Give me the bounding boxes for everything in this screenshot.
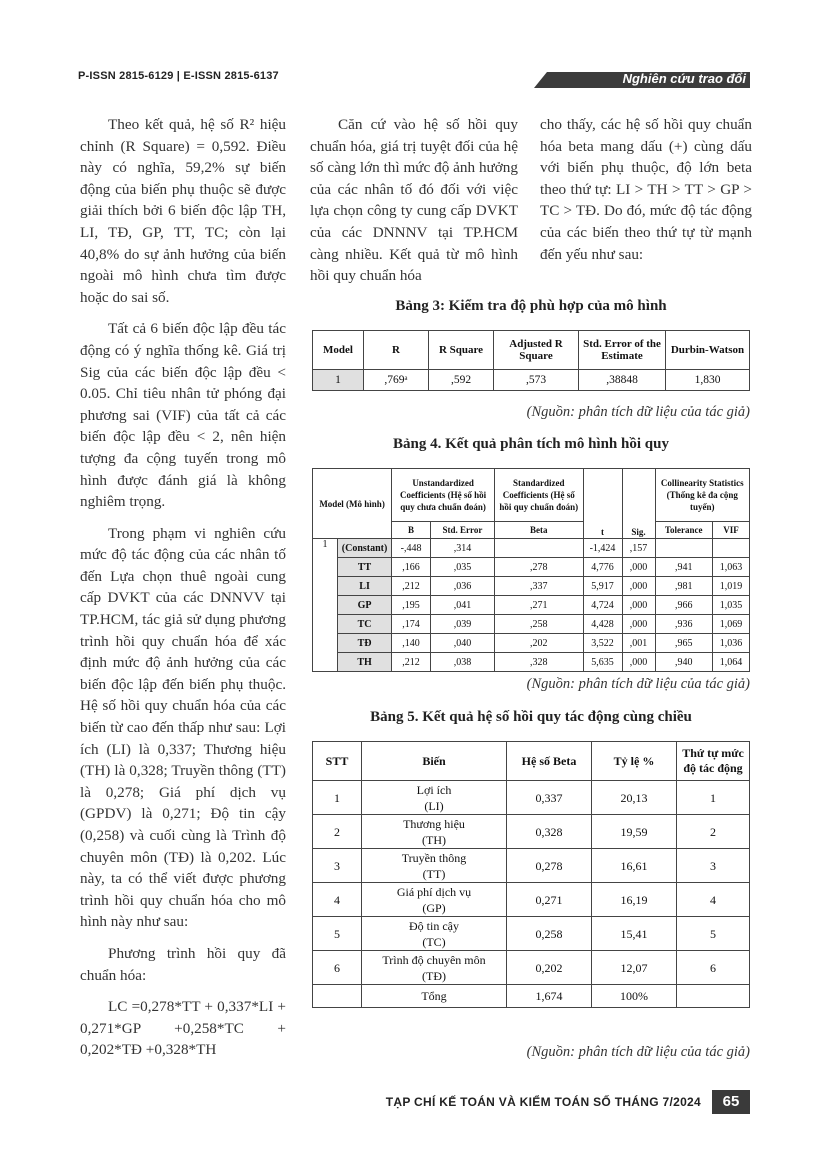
table4-cell: 1,019 [712, 577, 749, 596]
table4-cell: -1,424 [583, 539, 622, 558]
section-banner [534, 68, 750, 90]
table4-cell: ,001 [622, 634, 655, 653]
table5-total-label: Tổng [362, 985, 507, 1008]
table4-cell [495, 539, 584, 558]
table5-cell: 20,13 [592, 781, 677, 815]
table5-variable [362, 883, 507, 917]
table3-header: Model [313, 331, 364, 370]
table3-caption: Bảng 3: Kiểm tra độ phù hợp của mô hình [395, 298, 667, 314]
table4-cell: ,337 [495, 577, 584, 596]
table5-variable [362, 815, 507, 849]
table4-subheader: VIF [712, 522, 749, 539]
column-2 [310, 114, 518, 287]
table5-cell: 16,19 [592, 883, 677, 917]
table4-cell: ,212 [392, 653, 431, 672]
table3-header: R Square [429, 331, 494, 370]
table4-subheader: B [392, 522, 431, 539]
table4-cell: ,038 [430, 653, 494, 672]
variable-name: Truyền thông [401, 850, 467, 865]
table4-cell: ,166 [392, 558, 431, 577]
table3-cell: ,592 [429, 370, 494, 391]
table5-header: Thứ tự mức độ tác động [677, 742, 750, 781]
table5-header: Biến [362, 742, 507, 781]
table4-cell: ,036 [430, 577, 494, 596]
table5-cell: 5 [313, 917, 362, 951]
table4-cell: 1,035 [712, 596, 749, 615]
section-title: Nghiên cứu trao đổi [622, 71, 746, 86]
table4-cell: ,000 [622, 558, 655, 577]
table5-cell [677, 985, 750, 1008]
table4-subheader: Tolerance [655, 522, 712, 539]
table5-cell: 2 [313, 815, 362, 849]
table4-row-label: TT [338, 558, 392, 577]
table5-cell: 3 [313, 849, 362, 883]
paragraph: cho thấy, các hệ số hồi quy chuẩn hóa beta mang dấu (+) cùng dấu với biến phụ thuộc, độ lớn beta theo thứ tự: LI > TH > TT > GP > TC > TĐ. Do đó, mức độ tác động của các biến theo thứ tự từ mạnh đến yếu như sau: [540, 116, 752, 263]
table5-cell: 4 [677, 883, 750, 917]
table5 [312, 741, 750, 1008]
table4-cell: ,000 [622, 615, 655, 634]
table4-model-number: 1 [313, 539, 338, 672]
table3-header: Adjusted R Square [494, 331, 579, 370]
table4-row-label: TC [338, 615, 392, 634]
table4-cell: ,195 [392, 596, 431, 615]
variable-name: Thương hiệu [403, 816, 465, 831]
table5-cell: 3 [677, 849, 750, 883]
table4-header-unstd: Unstandardized Coefficients (Hệ số hồi quy chưa chuẩn đoán) [392, 469, 495, 522]
table4-cell: 4,776 [583, 558, 622, 577]
table4-cell: ,940 [655, 653, 712, 672]
table4-cell: ,258 [495, 615, 584, 634]
table4-cell: ,941 [655, 558, 712, 577]
table4-header-sig: Sig. [622, 469, 655, 539]
table5-total-beta: 1,674 [507, 985, 592, 1008]
table5-variable [362, 849, 507, 883]
table3 [312, 330, 750, 391]
table5-cell: 6 [677, 951, 750, 985]
table3-cell: ,38848 [579, 370, 666, 391]
table4-cell: ,140 [392, 634, 431, 653]
table5-cell [313, 985, 362, 1008]
table4-cell: ,965 [655, 634, 712, 653]
table5-cell: 0,258 [507, 917, 592, 951]
table5-cell: 0,202 [507, 951, 592, 985]
table5-cell: 1 [677, 781, 750, 815]
table4 [312, 468, 750, 672]
table4-cell: ,966 [655, 596, 712, 615]
paragraph: Phương trình hồi quy đã chuẩn hóa: [80, 944, 286, 984]
table4-cell: ,041 [430, 596, 494, 615]
table4-header-model: Model (Mô hình) [313, 469, 392, 539]
table5-variable [362, 951, 507, 985]
table4-cell: ,278 [495, 558, 584, 577]
table4-cell: 4,724 [583, 596, 622, 615]
table4-cell: -,448 [392, 539, 431, 558]
table5-cell: 1 [313, 781, 362, 815]
table3-header: Std. Error of the Estimate [579, 331, 666, 370]
regression-equation: LC =0,278*TT + 0,337*LI + 0,271*GP +0,258*TC + 0,202*TĐ +0,328*TH [80, 998, 286, 1059]
table4-cell: ,271 [495, 596, 584, 615]
table4-cell: 1,069 [712, 615, 749, 634]
table4-header-collinearity: Collinearity Statistics (Thống kê đa cộng tuyến) [655, 469, 750, 522]
table4-cell: 5,917 [583, 577, 622, 596]
table4-source: (Nguồn: phân tích dữ liệu của tác giả) [526, 676, 750, 692]
table4-cell: ,328 [495, 653, 584, 672]
table4-caption: Bảng 4. Kết quả phân tích mô hình hồi quy [393, 436, 669, 452]
table5-cell: 6 [313, 951, 362, 985]
table5-cell: 12,07 [592, 951, 677, 985]
variable-code: (TĐ) [422, 968, 446, 983]
table4-cell: ,202 [495, 634, 584, 653]
table4-header-t: t [583, 469, 622, 539]
table3-cell: ,769ᵃ [364, 370, 429, 391]
table4-cell: ,157 [622, 539, 655, 558]
table4-cell: ,314 [430, 539, 494, 558]
table5-cell: 0,271 [507, 883, 592, 917]
table5-cell: 16,61 [592, 849, 677, 883]
table4-cell: 5,635 [583, 653, 622, 672]
table4-cell: ,936 [655, 615, 712, 634]
variable-name: Lợi ích [416, 782, 452, 797]
paragraph: Trong phạm vi nghiên cứu mức độ tác động của các nhân tố đến Lựa chọn thuê ngoài cung cấp DVKT của các DNNVV tại TP.HCM, tác giả sử dụng phương trình hồi quy chuẩn hóa để xác định mức độ ảnh hưởng của các biến độc lập đến biến phụ thuộc. Hệ số hồi quy chuẩn hóa của các biến từ cao đến thấp như sau: Lợi ích (LI) là 0,337; Thương hiệu (TH) là 0,328; Truyền thông (TT) là 0,278; Giá phí dịch vụ (GPDV) là 0,271; Độ tin cậy (0,258) và cuối cùng là Trình độ chuyên môn (TĐ) là 0,202. Lúc này, ta có thể viết được phương trình hồi quy chuẩn hóa cho mô hình này như sau: [80, 524, 286, 931]
table5-cell: 0,278 [507, 849, 592, 883]
variable-code: (TC) [422, 934, 446, 949]
table4-cell: ,981 [655, 577, 712, 596]
variable-name: Giá phí dịch vụ [396, 884, 472, 899]
table4-row-label: TH [338, 653, 392, 672]
table5-cell: 0,328 [507, 815, 592, 849]
table4-cell: 1,063 [712, 558, 749, 577]
table4-header-std: Standardized Coefficients (Hệ số hồi quy chuẩn đoán) [495, 469, 584, 522]
table4-cell: ,035 [430, 558, 494, 577]
table4-cell: ,000 [622, 577, 655, 596]
table4-cell: ,040 [430, 634, 494, 653]
table4-row-label: GP [338, 596, 392, 615]
table5-header: STT [313, 742, 362, 781]
table4-cell: ,212 [392, 577, 431, 596]
table4-cell: ,174 [392, 615, 431, 634]
variable-name: Độ tin cậy [409, 918, 459, 933]
table4-cell: ,039 [430, 615, 494, 634]
table4-cell: 3,522 [583, 634, 622, 653]
table4-cell: 1,064 [712, 653, 749, 672]
table5-header: Hệ số Beta [507, 742, 592, 781]
table4-row-label: LI [338, 577, 392, 596]
table4-cell: 4,428 [583, 615, 622, 634]
table4-cell: 1,036 [712, 634, 749, 653]
table5-variable [362, 781, 507, 815]
table5-cell: 0,337 [507, 781, 592, 815]
table4-cell [655, 539, 712, 558]
table3-cell: ,573 [494, 370, 579, 391]
table4-cell: ,000 [622, 596, 655, 615]
variable-code: (GP) [422, 900, 446, 915]
variable-code: (TT) [422, 866, 446, 881]
paragraph: Căn cứ vào hệ số hồi quy chuẩn hóa, giá trị tuyệt đối của hệ số càng lớn thì mức độ ảnh hưởng của các nhân tố đó đối với việc lựa chọn công ty cung cấp DVKT của các DNNNV tại TP.HCM càng nhiều. Kết quả từ mô hình hồi quy chuẩn hóa [310, 116, 518, 285]
table5-cell: 15,41 [592, 917, 677, 951]
table3-header: R [364, 331, 429, 370]
table4-cell: ,000 [622, 653, 655, 672]
table5-header: Tỷ lệ % [592, 742, 677, 781]
table3-source: (Nguồn: phân tích dữ liệu của tác giả) [526, 404, 750, 420]
table4-subheader: Beta [495, 522, 584, 539]
table4-row-label: TĐ [338, 634, 392, 653]
issn-header: P-ISSN 2815-6129 | E-ISSN 2815-6137 [78, 70, 279, 82]
table4-cell [712, 539, 749, 558]
page-number: 65 [712, 1090, 750, 1114]
column-3 [540, 114, 752, 265]
table5-caption: Bảng 5. Kết quả hệ số hồi quy tác động cùng chiều [370, 709, 692, 725]
table4-row-label: (Constant) [338, 539, 392, 558]
table5-cell: 19,59 [592, 815, 677, 849]
variable-code: (TH) [422, 832, 446, 847]
table5-cell: 2 [677, 815, 750, 849]
table3-cell: 1,830 [666, 370, 750, 391]
table5-variable [362, 917, 507, 951]
variable-code: (LI) [424, 798, 444, 813]
table5-source: (Nguồn: phân tích dữ liệu của tác giả) [526, 1044, 750, 1060]
table5-cell: 5 [677, 917, 750, 951]
paragraph: Theo kết quả, hệ số R² hiệu chỉnh (R Square) = 0,592. Điều này có nghĩa, 59,2% sự biến động của biến phụ thuộc sẽ được giải thích bởi 6 biến độc lập TH, LI, TĐ, GP, TT, TC; còn lại 40,8% do sự ảnh hưởng của biến ngoài mô hình chưa tìm được hoặc do sai số. [80, 116, 286, 306]
table3-cell: 1 [313, 370, 364, 391]
column-1 [80, 114, 286, 1061]
table3-header: Durbin-Watson [666, 331, 750, 370]
variable-name: Trình độ chuyên môn [382, 952, 486, 967]
table5-cell: 4 [313, 883, 362, 917]
paragraph: Tất cả 6 biến độc lập đều tác động có ý nghĩa thống kê. Giá trị Sig của các biến độc lập đều < 0.05. Chỉ tiêu nhân tử phóng đại phương sai (VIF) của tất cả các biến độc lập đều < 2, nên hiện tượng đa cộng tuyến trong mô hình được đánh giá là không nghiêm trọng. [80, 320, 286, 511]
journal-footer: TẠP CHÍ KẾ TOÁN VÀ KIỂM TOÁN SỐ THÁNG 7/2024 [385, 1095, 701, 1109]
table5-total-percent: 100% [592, 985, 677, 1008]
table4-subheader: Std. Error [430, 522, 494, 539]
